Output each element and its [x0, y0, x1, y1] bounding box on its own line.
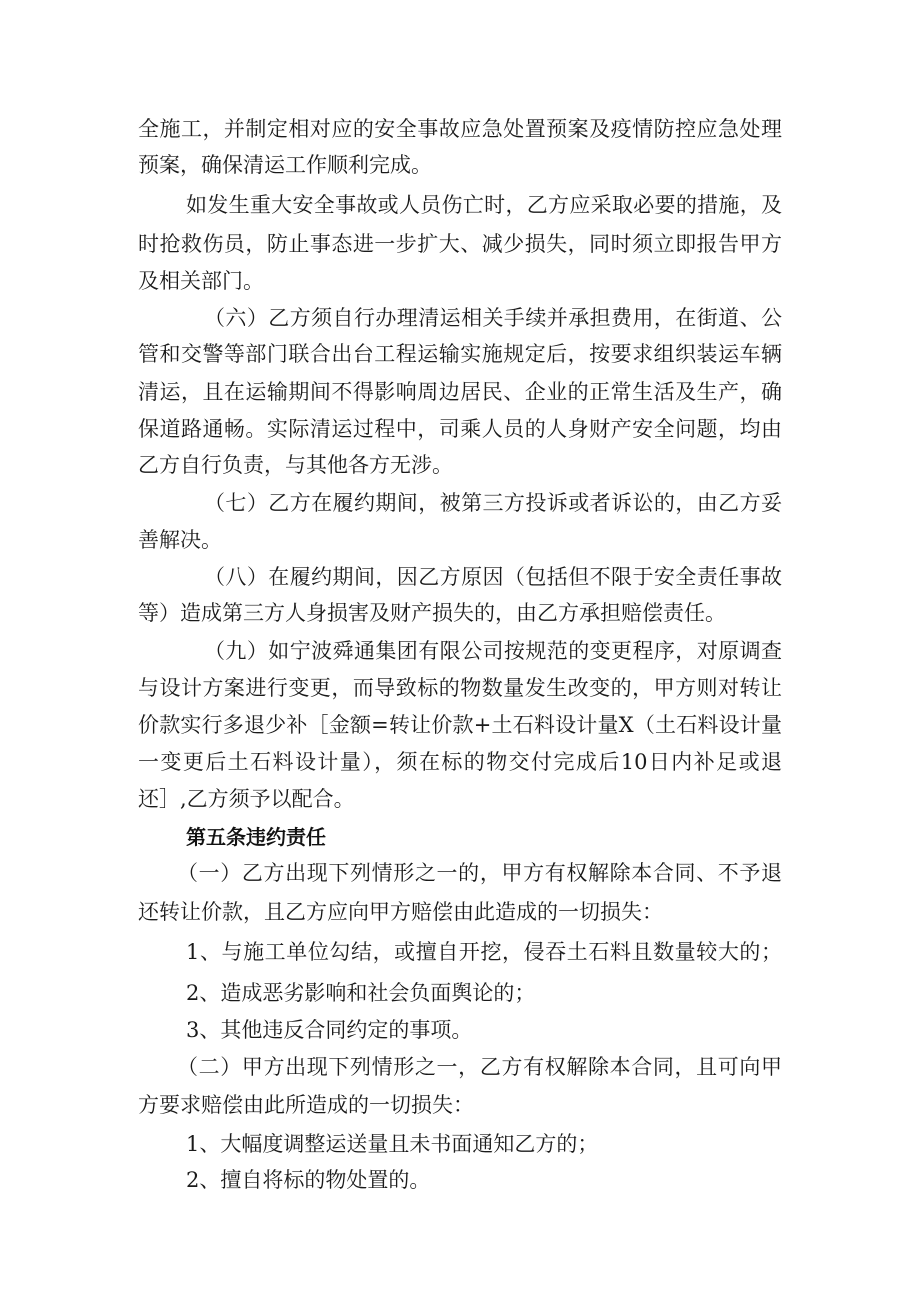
paragraph-line: 如发生重大安全事故或人员伤亡时，乙方应采取必要的措施，及 — [186, 193, 782, 217]
paragraph-line: 及相关部门。 — [138, 269, 264, 293]
paragraph-line: 方要求赔偿由此所造成的一切损失： — [138, 1093, 474, 1117]
list-item: 2、造成恶劣影响和社会负面舆论的； — [186, 981, 536, 1005]
list-item: 1、与施工单位勾结，或擅自开挖，侵吞土石料且数量较大的； — [186, 940, 782, 964]
paragraph-line: 等）造成第三方人身损害及财产损失的，由乙方承担赔偿责任。 — [138, 601, 726, 625]
paragraph-line: 管和交警等部门联合出台工程运输实施规定后，按要求组织装运车辆 — [138, 342, 782, 366]
paragraph-line: 清运，且在运输期间不得影响周边居民、企业的正常生活及生产，确 — [138, 380, 782, 404]
paragraph-line: 预案，确保清运工作顺利完成。 — [138, 153, 432, 177]
paragraph-line: 时抢救伤员，防止事态进一步扩大、减少损失，同时须立即报告甲方 — [138, 232, 782, 256]
paragraph-line: 保道路通畅。实际清运过程中，司乘人员的人身财产安全问题，均由 — [138, 417, 782, 441]
paragraph-line: （七）乙方在履约期间，被第三方投诉或者诉讼的，由乙方妥 — [204, 491, 782, 515]
paragraph-line: 善解决。 — [138, 528, 222, 552]
paragraph-line: （六）乙方须自行办理清运相关手续并承担费用，在街道、公 — [204, 306, 782, 330]
paragraph-line: 全施工，并制定相对应的安全事故应急处置预案及疫情防控应急处理 — [138, 117, 782, 141]
paragraph-line: （九）如宁波舜通集团有限公司按规范的变更程序，对原调查 — [204, 639, 782, 663]
section-heading: 第五条违约责任 — [186, 825, 326, 849]
paragraph-line: 与设计方案进行变更，而导致标的物数量发生改变的，甲方则对转让 — [138, 676, 782, 700]
list-item: 1、大幅度调整运送量且未书面通知乙方的； — [186, 1132, 599, 1156]
paragraph-line: 一变更后土石料设计量），须在标的物交付完成后10日内补足或退 — [138, 750, 782, 774]
paragraph-line: 价款实行多退少补［金额=转让价款+土石料设计量X（土石料设计量 — [138, 713, 782, 737]
paragraph-line: 还］,乙方须予以配合。 — [138, 787, 355, 811]
paragraph-line: （二）甲方出现下列情形之一，乙方有权解除本合同，且可向甲 — [177, 1055, 782, 1079]
paragraph-line: 还转让价款，且乙方应向甲方赔偿由此造成的一切损失： — [138, 900, 663, 924]
paragraph-line: （一）乙方出现下列情形之一的，甲方有权解除本合同、不予退 — [177, 861, 782, 885]
paragraph-line: 乙方自行负责，与其他各方无涉。 — [138, 453, 453, 477]
list-item: 2、擅自将标的物处置的。 — [186, 1168, 431, 1192]
list-item: 3、其他违反合同约定的事项。 — [186, 1018, 473, 1042]
paragraph-line: （八）在履约期间，因乙方原因（包括但不限于安全责任事故 — [204, 565, 782, 589]
